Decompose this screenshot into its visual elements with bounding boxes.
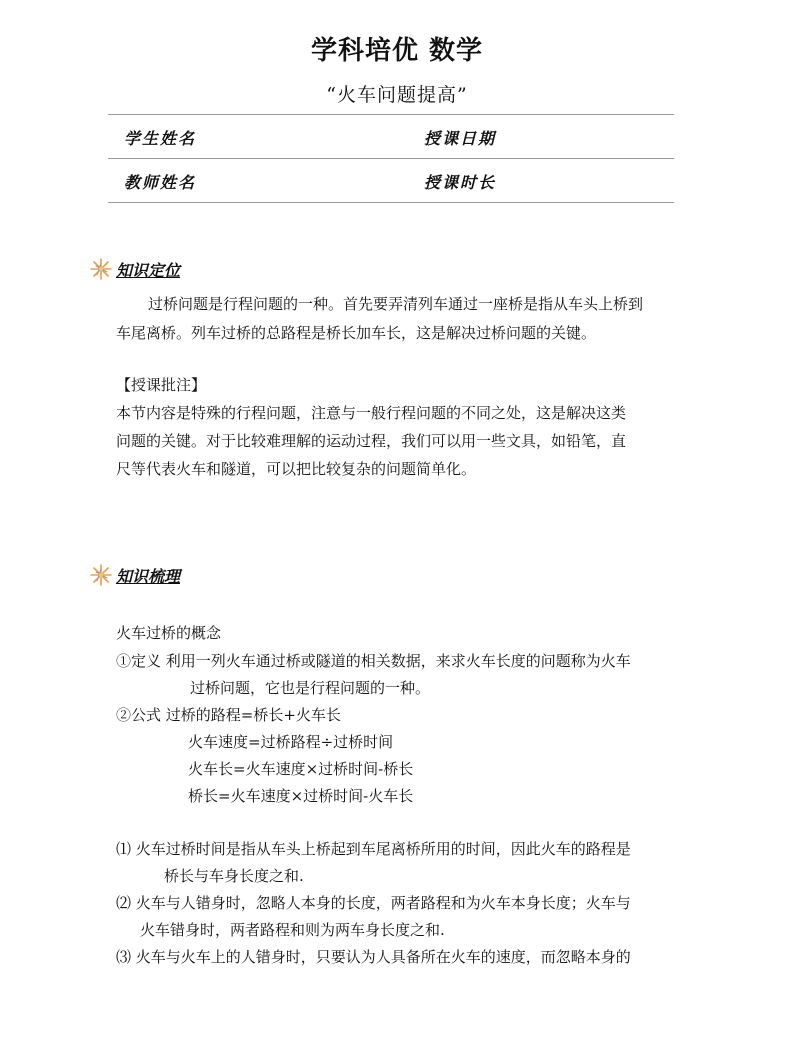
sparkle-star-icon: [88, 256, 114, 282]
intro-text: 车尾离桥。列车过桥的总路程是桥长加车长，这是解决过桥问题的关键。: [116, 324, 597, 342]
concept-title: 火车过桥的概念: [116, 624, 222, 642]
lesson-date-label: 授课日期: [424, 129, 497, 148]
info-row: [108, 159, 674, 203]
note-text: 本节内容是特殊的行程问题，注意与一般行程问题的不同之处，这是解决这类: [116, 404, 627, 422]
formula-text: ②公式 过桥的路程=桥长+火车长: [116, 706, 341, 724]
definition-text: ①定义 利用一列火车通过桥或隧道的相关数据，来求火车长度的问题称为火车: [116, 652, 631, 670]
page-title: 学科培优 数学: [310, 36, 484, 66]
section-label: 知识定位: [116, 261, 181, 280]
lesson-duration-label: 授课时长: [424, 173, 497, 192]
page-subtitle: “火车问题提高”: [326, 84, 468, 106]
formula-text: 火车长=火车速度×过桥时间-桥长: [188, 760, 414, 778]
formula-text: 桥长=火车速度×过桥时间-火车长: [188, 787, 414, 805]
intro-text: 过桥问题是行程问题的一种。首先要弄清列车通过一座桥是指从车头上桥到: [148, 295, 644, 313]
sparkle-star-icon: [88, 562, 114, 588]
note-text: 问题的关键。对于比较难理解的运动过程，我们可以用一些文具，如铅笔，直: [116, 432, 627, 450]
teacher-name-label: 教师姓名: [124, 173, 197, 192]
student-name-label: 学生姓名: [124, 129, 197, 148]
info-row: [108, 115, 674, 159]
note-text: 尺等代表火车和隧道，可以把比较复杂的问题简单化。: [116, 460, 477, 478]
definition-text: 过桥问题，它也是行程问题的一种。: [190, 679, 431, 697]
section-label: 知识梳理: [116, 567, 181, 586]
list-item: ⑶ 火车与火车上的人错身时，只要认为人具备所在火车的速度，而忽略本身的: [116, 948, 631, 966]
list-item: ⑵ 火车与人错身时，忽略人本身的长度，两者路程和为火车本身长度；火车与: [116, 894, 631, 912]
list-item: 火车错身时，两者路程和则为两车身长度之和.: [140, 921, 445, 939]
note-heading: 【授课批注】: [116, 376, 207, 394]
info-table: [108, 114, 674, 203]
formula-text: 火车速度=过桥路程÷过桥时间: [188, 733, 394, 751]
list-item: ⑴ 火车过桥时间是指从车头上桥起到车尾离桥所用的时间，因此火车的路程是: [116, 840, 631, 858]
list-item: 桥长与车身长度之和.: [164, 867, 304, 885]
